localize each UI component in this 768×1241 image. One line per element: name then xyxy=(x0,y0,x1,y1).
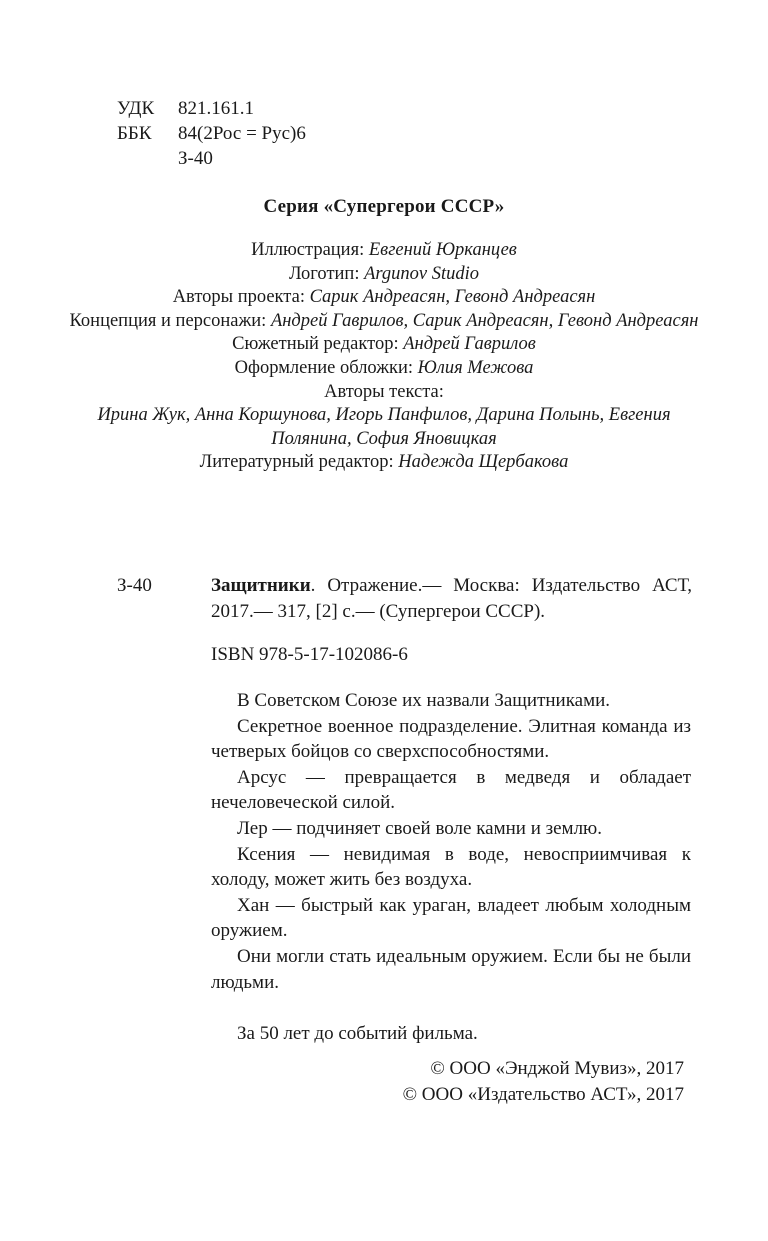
credit-project-authors-names: Сарик Андреасян, Гевонд Андреасян xyxy=(309,287,596,308)
record-imprint: . Отражение.— Москва: Издательство АСТ, 2017.— 317, [2] с.— (Супергерои СССР). xyxy=(211,575,692,622)
record-description xyxy=(211,573,692,624)
annotation-paragraph: Секретное военное подразделение. Элитная команда из четверых бойцов со сверхспособностями. xyxy=(211,715,691,763)
credit-logo-names: Argunov Studio xyxy=(364,263,480,284)
credit-illustration xyxy=(64,239,704,263)
credit-project-authors-label: Авторы проекта: xyxy=(172,287,310,308)
credit-literary-editor xyxy=(64,451,704,475)
credit-illustration-names: Евгений Юрканцев xyxy=(368,240,517,260)
annotation-paragraph: Они могли стать идеальным оружием. Если бы не были людьми. xyxy=(211,945,691,993)
udc-row xyxy=(117,96,306,121)
copyright-line: © ООО «Энджой Мувиз», 2017 xyxy=(430,1058,684,1079)
credit-cover-design-label: Оформление обложки: xyxy=(234,357,418,378)
annotation-closing: За 50 лет до событий фильма. xyxy=(237,1022,478,1044)
credit-cover-design-names: Юлия Межова xyxy=(417,357,534,378)
copyright-line: © ООО «Издательство АСТ», 2017 xyxy=(402,1083,684,1105)
classification-block xyxy=(117,96,306,171)
credit-literary-editor-names: Надежда Щербакова xyxy=(398,452,569,473)
credit-concept xyxy=(64,310,704,334)
isbn: ISBN 978-5-17-102086-6 xyxy=(211,644,408,665)
credit-text-authors-names: Ирина Жук, Анна Коршунова, Игорь Панфилов, Дарина Полынь, Евгения Полянина, София Яновицкая xyxy=(97,405,671,449)
shelf-mark-value: З-40 xyxy=(178,148,213,169)
credit-story-editor xyxy=(64,333,704,357)
annotation-paragraph: Арсус — превращается в медведя и обладает нечеловеческой силой. xyxy=(211,766,691,814)
annotation-paragraph: Хан — быстрый как ураган, владеет любым холодным оружием. xyxy=(211,894,691,942)
udc-label: УДК xyxy=(117,98,155,119)
credit-concept-label: Концепция и персонажи: xyxy=(69,310,271,331)
series-line: Серия «Супергерои СССР» xyxy=(263,196,505,217)
copyright-block xyxy=(403,1056,684,1107)
bbk-label: ББК xyxy=(117,123,152,144)
credit-text-authors-label-line: Авторы текста: xyxy=(324,381,444,402)
credit-illustration-label: Иллюстрация: xyxy=(251,240,369,260)
credit-story-editor-names: Андрей Гаврилов xyxy=(403,334,536,355)
credits-block xyxy=(64,239,704,475)
bbk-row xyxy=(117,121,306,146)
credit-literary-editor-label: Литературный редактор: xyxy=(199,452,399,473)
annotation-paragraph: Ксения — невидимая в воде, невосприимчивая к холоду, может жить без воздуха. xyxy=(211,843,691,891)
credit-cover-design xyxy=(64,357,704,381)
bibliographic-record xyxy=(117,573,692,624)
credit-story-editor-label: Сюжетный редактор: xyxy=(232,334,404,355)
annotation-paragraph: Лер — подчиняет своей воле камни и землю. xyxy=(237,817,602,839)
annotation-block xyxy=(211,688,691,1046)
shelf-mark-row xyxy=(117,146,306,171)
credit-logo-label: Логотип: xyxy=(288,263,365,284)
credit-project-authors xyxy=(64,286,704,310)
udc-value: 821.161.1 xyxy=(178,98,254,119)
annotation-paragraph: В Советском Союзе их назвали Защитниками. xyxy=(237,690,611,711)
record-title: Защитники xyxy=(211,575,311,596)
credit-logo xyxy=(64,263,704,287)
bbk-value: 84(2Рос = Рус)6 xyxy=(178,123,306,144)
record-shelf-mark: З-40 xyxy=(117,575,152,596)
credit-concept-names: Андрей Гаврилов, Сарик Андреасян, Гевонд Андреасян xyxy=(270,310,699,331)
